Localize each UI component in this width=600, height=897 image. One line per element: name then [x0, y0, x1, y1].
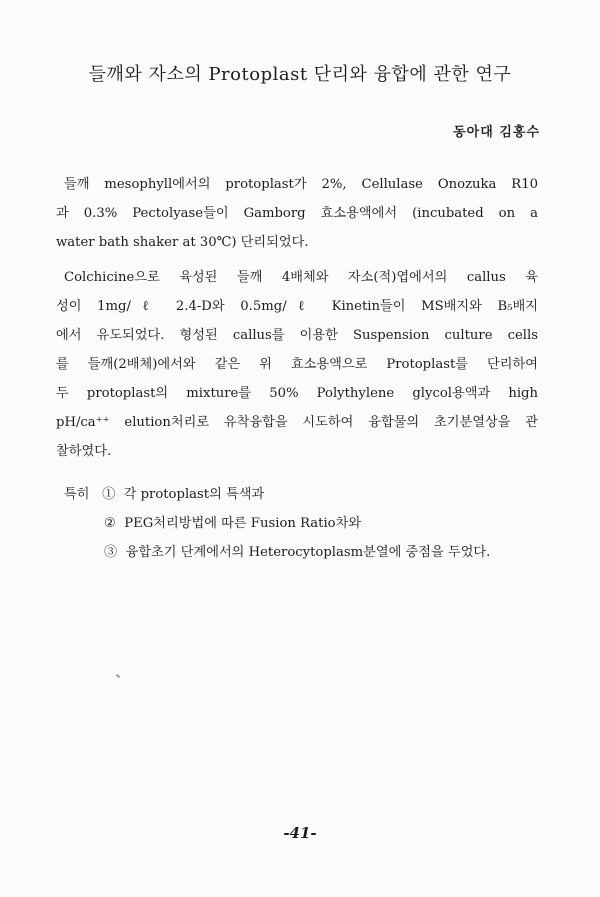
list-marker: ②: [104, 516, 116, 531]
text-line: Colchicine으로 육성된 들깨 4배체와 자소(적)엽에서의 callus 육: [64, 270, 538, 285]
abstract-paragraph-1: [56, 170, 538, 257]
emphasis-list: [64, 480, 490, 567]
text-line: 찰하였다.: [56, 444, 112, 459]
abstract-paragraph-2: [56, 263, 538, 466]
scan-mark: [116, 674, 120, 678]
list-intro: 특히: [64, 487, 90, 502]
list-item: [64, 480, 490, 509]
author-affiliation: 동아대 김홍수: [453, 125, 540, 140]
list-item-text: 융합초기 단계에서의 Heterocytoplasm분열에 중점을 두었다.: [125, 545, 491, 560]
paper-title: 들깨와 자소의 Protoplast 단리와 융합에 관한 연구: [88, 64, 512, 85]
list-marker: ①: [102, 487, 116, 502]
list-item: [64, 509, 490, 538]
page-number: -41-: [283, 824, 317, 842]
list-item: [64, 538, 490, 567]
text-line: 들깨 mesophyll에서의 protoplast가 2%, Cellulase Onozuka R10: [64, 177, 538, 192]
text-line: 과 0.3% Pectolyase들이 Gamborg 효소용액에서 (incubated on a: [56, 206, 538, 221]
list-item-text: 각 protoplast의 특색과: [123, 487, 265, 502]
text-line: water bath shaker at 30℃) 단리되었다.: [56, 235, 309, 250]
text-line: 성이 1mg/ℓ 2.4-D와 0.5mg/ℓ Kinetin들이 MS배지와 B₅배지: [56, 299, 538, 314]
list-marker: ③: [104, 545, 118, 560]
text-line: pH/ca⁺⁺ elution처리로 유착융합을 시도하여 융합물의 초기분열상을 관: [56, 415, 538, 430]
text-line: 에서 유도되었다. 형성된 callus를 이용한 Suspension culture cells: [56, 328, 538, 343]
text-line: 두 protoplast의 mixture를 50% Polythylene glycol용액과 high: [56, 386, 538, 401]
text-line: 를 들깨(2배체)에서와 같은 위 효소용액으로 Protoplast를 단리하여: [56, 357, 538, 372]
list-item-text: PEG처리방법에 따른 Fusion Ratio차와: [124, 516, 362, 531]
